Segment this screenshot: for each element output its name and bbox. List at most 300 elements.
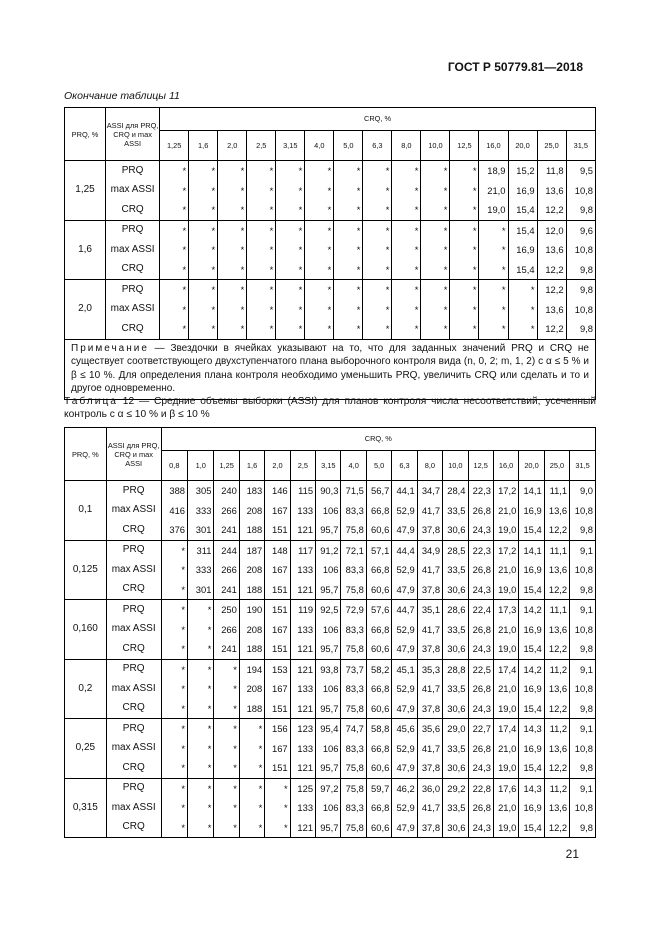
table-12 [64,427,596,838]
table-cell: 75,8 [341,778,366,798]
table-cell: 28,5 [443,540,468,560]
table-cell: 45,1 [392,659,417,679]
row-label: CRQ [106,758,161,778]
table-cell: 95,7 [316,758,341,778]
table-cell: 19,0 [493,520,518,540]
table-cell: 133 [290,739,315,759]
prq-column-header: PRQ, % [65,428,107,481]
table-cell: 15,4 [519,639,544,659]
table-cell: 45,6 [392,719,417,739]
table-cell: 148 [265,540,290,560]
table-cell: * [239,778,264,798]
table-continuation-title: Окончание таблицы 11 [64,90,180,102]
table-cell: * [334,319,363,339]
table-cell: 47,9 [392,699,417,719]
crq-value-header: 31,5 [570,451,596,481]
table-cell: 73,7 [341,659,366,679]
table-cell: 167 [265,620,290,640]
caption-text: 12 — Средние объемы выборки (ASSI) для планов контроля числа несоответствий, усеченный контроль с α ≤ 10 % и β ≤ 10 % [64,396,596,420]
table-cell: 9,5 [566,161,595,181]
table-cell: 167 [265,560,290,580]
table-cell: 12,2 [537,280,566,300]
assi-column-header: ASSI для PRQ, CRQ и max ASSI [106,428,161,481]
table-cell: * [188,818,214,838]
table-cell: * [161,620,187,640]
table-cell: 9,1 [570,719,596,739]
table-cell: 106 [316,798,341,818]
table-cell: 52,9 [392,798,417,818]
table-cell: 10,8 [570,739,596,759]
table-cell: 52,9 [392,560,417,580]
row-label: PRQ [106,659,161,679]
table-cell: * [421,161,450,181]
crq-value-header: 10,0 [421,131,450,161]
table-cell: * [276,280,305,300]
table-cell: 22,7 [468,719,493,739]
table-cell: 37,8 [417,520,442,540]
table-cell: * [161,659,187,679]
table-cell: 188 [239,699,264,719]
table-cell: 46,2 [392,778,417,798]
table-cell: 15,4 [508,220,537,240]
table-cell: * [334,300,363,320]
table-cell: 60,6 [366,639,391,659]
table-cell: * [305,200,334,220]
table-cell: 26,8 [468,739,493,759]
table-cell: * [189,240,218,260]
table-cell: 28,4 [443,481,468,501]
table-cell: * [421,220,450,240]
table-cell: 153 [265,659,290,679]
table-cell: 106 [316,739,341,759]
table-cell: 71,5 [341,481,366,501]
table-cell: * [305,300,334,320]
table-cell: * [189,319,218,339]
table-cell: 29,2 [443,778,468,798]
crq-value-header: 6,3 [392,451,417,481]
table-cell: * [160,300,189,320]
table-cell: 75,8 [341,520,366,540]
table-cell: * [479,300,508,320]
table-cell: 15,4 [508,200,537,220]
table-cell: 194 [239,659,264,679]
crq-value-header: 20,0 [508,131,537,161]
table-cell: 26,8 [468,560,493,580]
table-cell: * [189,181,218,201]
table-cell: * [218,319,247,339]
row-label: max ASSI [106,240,160,260]
table-cell: 60,6 [366,580,391,600]
table-cell: 30,6 [443,580,468,600]
table-cell: 9,8 [566,280,595,300]
row-label: PRQ [106,161,160,181]
table-cell: 10,8 [566,240,595,260]
table-cell: 9,8 [570,758,596,778]
crq-value-header: 4,0 [341,451,366,481]
table-row [65,181,596,201]
table-cell: 12,2 [544,758,569,778]
prq-group-value: 0,1 [65,481,107,541]
table-cell: * [247,220,276,240]
table-cell: * [214,818,239,838]
table-cell: 133 [290,679,315,699]
table-cell: * [218,220,247,240]
row-label: CRQ [106,319,160,339]
table-cell: 41,7 [417,739,442,759]
table-cell: 11,1 [544,540,569,560]
table-cell: 37,8 [417,580,442,600]
table-cell: 33,5 [443,798,468,818]
crq-value-header: 1,25 [214,451,239,481]
table-cell: 10,8 [570,798,596,818]
table-cell: * [334,280,363,300]
table-cell: 41,7 [417,798,442,818]
table-cell: * [334,240,363,260]
table-cell: * [450,240,479,260]
table-cell: 146 [265,481,290,501]
table-row [65,161,596,181]
table-cell: 301 [188,520,214,540]
table-cell: 26,8 [468,501,493,521]
table-cell: * [188,778,214,798]
crq-value-header: 16,0 [479,131,508,161]
row-label: max ASSI [106,300,160,320]
table-cell: * [239,719,264,739]
table-cell: 47,9 [392,580,417,600]
table-cell: 11,1 [544,481,569,501]
table-cell: 151 [265,520,290,540]
table-cell: * [450,319,479,339]
table-cell: * [305,280,334,300]
table-cell: * [479,220,508,240]
table-cell: 66,8 [366,560,391,580]
table-cell: 9,8 [566,319,595,339]
table-row [65,319,596,339]
table-cell: * [160,260,189,280]
table-cell: 66,8 [366,501,391,521]
table-cell: 95,7 [316,639,341,659]
table-cell: * [305,240,334,260]
table-cell: 9,8 [566,260,595,280]
table-cell: * [421,260,450,280]
row-label: max ASSI [106,181,160,201]
table-cell: 106 [316,560,341,580]
table-cell: 19,0 [493,699,518,719]
table-cell: 9,8 [570,818,596,838]
table-cell: 333 [188,560,214,580]
table-cell: * [188,739,214,759]
table-cell: * [160,280,189,300]
table-cell: 183 [239,481,264,501]
table-cell: * [450,161,479,181]
crq-value-header: 12,5 [468,451,493,481]
table-cell: * [450,200,479,220]
crq-value-header: 2,5 [290,451,315,481]
table-cell: 22,8 [468,778,493,798]
table-cell: * [479,280,508,300]
table-cell: * [161,758,187,778]
table-cell: 9,8 [566,200,595,220]
table-cell: 44,4 [392,540,417,560]
row-label: CRQ [106,818,161,838]
table-cell: 41,7 [417,560,442,580]
table-cell: * [392,200,421,220]
table-cell: 16,9 [519,798,544,818]
table-cell: * [160,181,189,201]
table-cell: * [305,319,334,339]
table-cell: * [239,739,264,759]
table-cell: 95,7 [316,580,341,600]
table-cell: * [392,161,421,181]
table-cell: 12,2 [537,200,566,220]
table-cell: 93,8 [316,659,341,679]
table-cell: * [363,161,392,181]
prq-group-value: 0,2 [65,659,107,719]
table-row [65,798,596,818]
row-label: max ASSI [106,501,161,521]
table-cell: 15,4 [519,520,544,540]
table-cell: * [276,181,305,201]
table-cell: 14,3 [519,778,544,798]
table-cell: 47,9 [392,520,417,540]
table-cell: * [392,220,421,240]
table-cell: * [160,240,189,260]
table-cell: 30,6 [443,699,468,719]
table-cell: * [188,679,214,699]
table-cell: 83,3 [341,798,366,818]
table-cell: * [160,200,189,220]
table-row [65,739,596,759]
row-label: max ASSI [106,620,161,640]
table-cell: 301 [188,580,214,600]
table-cell: 24,3 [468,520,493,540]
table-cell: 151 [265,580,290,600]
table-cell: 19,0 [493,639,518,659]
table-cell: 121 [290,659,315,679]
table-cell: 17,2 [493,540,518,560]
table-cell: 10,8 [570,501,596,521]
crq-value-header: 10,0 [443,451,468,481]
prq-group-value: 0,315 [65,778,107,838]
table-cell: 9,8 [570,580,596,600]
table-cell: * [161,600,187,620]
table-cell: 52,9 [392,501,417,521]
table-cell: 156 [265,719,290,739]
table-cell: * [247,300,276,320]
table-cell: 90,3 [316,481,341,501]
table-12-caption [64,395,596,421]
table-cell: * [334,161,363,181]
row-label: PRQ [106,600,161,620]
table-cell: * [214,778,239,798]
table-cell: 117 [290,540,315,560]
table-cell: 133 [290,560,315,580]
table-cell: 15,4 [519,580,544,600]
table-cell: 187 [239,540,264,560]
crq-value-header: 16,0 [493,451,518,481]
table-cell: 41,7 [417,501,442,521]
table-cell: * [189,260,218,280]
crq-value-header: 6,3 [363,131,392,161]
table-cell: * [363,200,392,220]
table-cell: 37,8 [417,758,442,778]
table-cell: 13,6 [537,240,566,260]
table-cell: * [247,260,276,280]
table-cell: 388 [161,481,187,501]
table-cell: * [392,280,421,300]
table-cell: 12,2 [544,580,569,600]
table-cell: 125 [290,778,315,798]
crq-value-header: 1,6 [239,451,264,481]
table-cell: 75,8 [341,580,366,600]
table-cell: 244 [214,540,239,560]
table-cell: 75,8 [341,818,366,838]
table-cell: * [450,220,479,240]
table-cell: 28,8 [443,659,468,679]
table-cell: 24,3 [468,639,493,659]
table-cell: * [161,818,187,838]
table-cell: 115 [290,481,315,501]
table-cell: 121 [290,758,315,778]
table-cell: * [218,300,247,320]
table-cell: 188 [239,580,264,600]
table-row [65,600,596,620]
table-cell: 266 [214,620,239,640]
table-cell: 83,3 [341,679,366,699]
table-row [65,758,596,778]
table-cell: * [276,220,305,240]
table-cell: 151 [265,758,290,778]
table-cell: * [160,161,189,181]
table-cell: 21,0 [493,560,518,580]
table-cell: * [214,758,239,778]
table-cell: * [218,280,247,300]
table-cell: 16,9 [519,679,544,699]
table-row [65,481,596,501]
row-label: CRQ [106,200,160,220]
table-cell: 17,4 [493,719,518,739]
prq-column-header: PRQ, % [65,108,106,161]
crq-value-header: 25,0 [544,451,569,481]
crq-value-header: 2,0 [218,131,247,161]
row-label: max ASSI [106,739,161,759]
table-cell: 15,4 [508,260,537,280]
table-cell: * [276,300,305,320]
table-cell: 24,3 [468,758,493,778]
table-cell: 121 [290,580,315,600]
table-cell: 13,6 [544,798,569,818]
table-cell: 266 [214,501,239,521]
table-cell: 34,7 [417,481,442,501]
table-cell: * [276,240,305,260]
table-cell: 151 [265,639,290,659]
prq-group-value: 2,0 [65,280,106,340]
table-cell: * [363,260,392,280]
row-label: max ASSI [106,560,161,580]
table-row [65,280,596,300]
table-cell: * [508,300,537,320]
table-cell: * [161,778,187,798]
table-cell: * [189,161,218,181]
table-cell: 26,8 [468,798,493,818]
table-cell: 33,5 [443,501,468,521]
table-cell: 26,8 [468,620,493,640]
table-cell: * [508,319,537,339]
table-cell: * [479,260,508,280]
table-cell: 41,7 [417,679,442,699]
table-cell: 119 [290,600,315,620]
table-row [65,659,596,679]
table-cell: 60,6 [366,520,391,540]
table-cell: * [214,699,239,719]
crq-value-header: 2,0 [265,451,290,481]
table-cell: 22,3 [468,481,493,501]
table-cell: 208 [239,679,264,699]
row-label: PRQ [106,280,160,300]
table-cell: 13,6 [537,181,566,201]
table-cell: 22,5 [468,659,493,679]
table-cell: 11,2 [544,659,569,679]
table-cell: * [214,739,239,759]
table-cell: 58,8 [366,719,391,739]
table-cell: * [334,181,363,201]
table-cell: 106 [316,501,341,521]
table-cell: 9,8 [570,699,596,719]
table-cell: * [305,260,334,280]
table-cell: 13,6 [544,560,569,580]
table-cell: 24,3 [468,818,493,838]
table-cell: 33,5 [443,560,468,580]
table-cell: 52,9 [392,679,417,699]
table-row [65,818,596,838]
table-cell: 9,1 [570,540,596,560]
table-cell: * [188,659,214,679]
crq-column-header: CRQ, % [161,428,595,451]
table-cell: 15,4 [519,818,544,838]
crq-value-header: 31,5 [566,131,595,161]
table-cell: * [421,280,450,300]
table-cell: 10,8 [570,560,596,580]
table-cell: 123 [290,719,315,739]
table-cell: 29,0 [443,719,468,739]
table-cell: 74,7 [341,719,366,739]
table-cell: 19,0 [493,818,518,838]
table-cell: 17,2 [493,481,518,501]
table-cell: 9,8 [570,639,596,659]
row-label: CRQ [106,260,160,280]
table-cell: 30,6 [443,758,468,778]
table-cell: * [189,220,218,240]
table-cell: 30,6 [443,639,468,659]
table-cell: 14,1 [519,481,544,501]
table-cell: 83,3 [341,501,366,521]
table-cell: 17,3 [493,600,518,620]
table-cell: * [247,181,276,201]
table-cell: * [161,739,187,759]
table-row [65,778,596,798]
table-cell: 57,6 [366,600,391,620]
table-cell: 133 [290,501,315,521]
prq-group-value: 0,25 [65,719,107,779]
row-label: CRQ [106,699,161,719]
table-cell: 12,2 [544,520,569,540]
table-cell: 75,8 [341,758,366,778]
table-cell: 17,6 [493,778,518,798]
table-cell: 167 [265,739,290,759]
table-cell: 16,9 [519,620,544,640]
table-cell: * [265,778,290,798]
crq-value-header: 5,0 [334,131,363,161]
